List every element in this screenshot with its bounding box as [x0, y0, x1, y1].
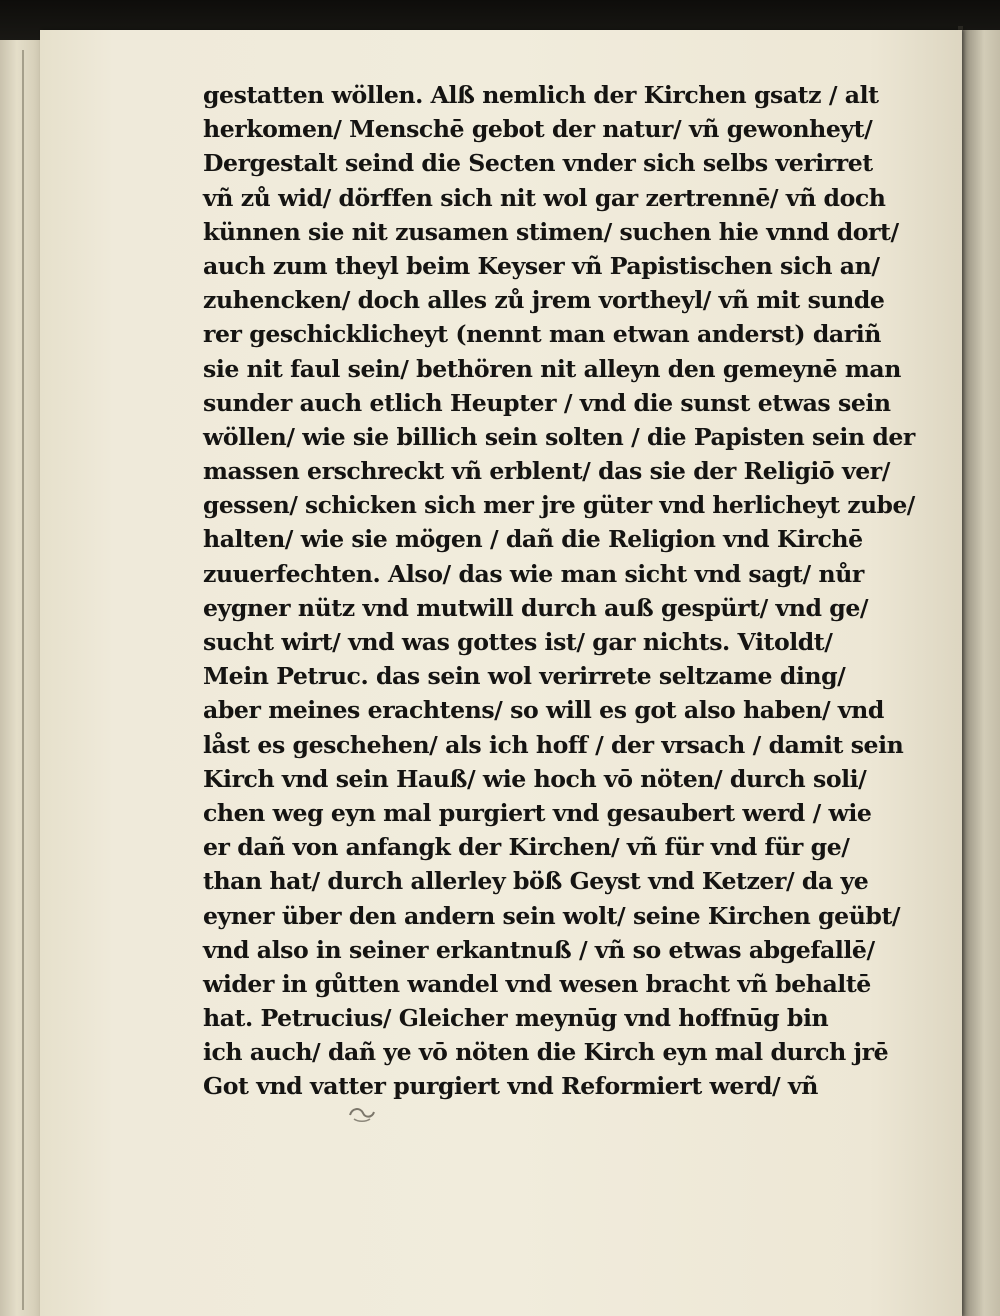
text-line: aber meines erachtens/ so will es got also haben/ vnd [203, 696, 884, 725]
text-line: zuuerfechten. Also/ das wie man sicht vnd sagt/ nůr [203, 559, 864, 588]
text-line: rer geschicklicheyt (nennt man etwan anderst) dariñ [203, 320, 881, 349]
text-line: Mein Petruc. das sein wol verirrete seltzame ding/ [203, 662, 846, 691]
text-line: künnen sie nit zusamen stimen/ suchen hie vnnd dort/ [203, 217, 899, 246]
text-line: wöllen/ wie sie billich sein solten / die Papisten sein der [203, 422, 915, 451]
text-line: vnd also in seiner erkantnuß / vñ so etwas abgefallē/ [203, 935, 875, 964]
text-line: zuhencken/ doch alles zů jrem vortheyl/ vñ mit sunde [203, 286, 885, 315]
text-line: hat. Petrucius/ Gleicher meynūg vnd hoffnūg bin [203, 1004, 829, 1033]
text-line: sucht wirt/ vnd was gottes ist/ gar nichts. Vitoldt/ [203, 628, 833, 656]
text-line: chen weg eyn mal purgiert vnd gesaubert werd / wie [203, 798, 872, 827]
text-line: massen erschreckt vñ erblent/ das sie der Religiō ver/ [203, 457, 890, 486]
text-line: eyner über den andern sein wolt/ seine Kirchen geübt/ [203, 901, 901, 930]
text-line: eygner nütz vnd mutwill durch auß gespürt/ vnd ge/ [203, 593, 869, 622]
text-line: er dañ von anfangk der Kirchen/ vñ für vnd für ge/ [203, 833, 850, 862]
text-line: vñ zů wid/ dörffen sich nit wol gar zertrennē/ vñ doch [203, 183, 886, 212]
text-line: Got vnd vatter purgiert vnd Reformiert werd/ vñ [203, 1072, 818, 1101]
text-line: sie nit faul sein/ bethören nit alleyn den gemeynē man [203, 354, 901, 383]
text-line: sunder auch etlich Heupter / vnd die sunst etwas sein [203, 388, 891, 417]
text-line: than hat/ durch allerley böß Geyst vnd Ketzer/ da ye [203, 867, 869, 896]
catchword-mark [346, 1103, 378, 1125]
text-line: halten/ wie sie mögen / dañ die Religion vnd Kirchē [203, 525, 863, 554]
text-line: Dergestalt seind die Secten vnder sich selbs verirret [203, 149, 873, 178]
text-line: Kirch vnd sein Hauß/ wie hoch vō nöten/ durch soli/ [203, 764, 867, 793]
text-line: gessen/ schicken sich mer jre güter vnd herlicheyt zube/ [203, 491, 915, 520]
facing-page-edge [960, 30, 1000, 1316]
text-line: auch zum theyl beim Keyser vñ Papistischen sich an/ [203, 251, 880, 280]
text-line: herkomen/ Menschē gebot der natur/ vñ gewonheyt/ [203, 115, 873, 144]
text-line: ich auch/ dañ ye vō nöten die Kirch eyn mal durch jrē [203, 1038, 889, 1067]
left-binding-edge [22, 50, 24, 1310]
text-line: låst es geschehen/ als ich hoff / der vrsach / damit sein [203, 730, 904, 759]
text-line: gestatten wöllen. Alß nemlich der Kirchen gsatz / alt [203, 81, 879, 109]
text-line: wider in gůtten wandel vnd wesen bracht vñ behaltē [203, 969, 871, 998]
page-text [203, 78, 923, 1108]
